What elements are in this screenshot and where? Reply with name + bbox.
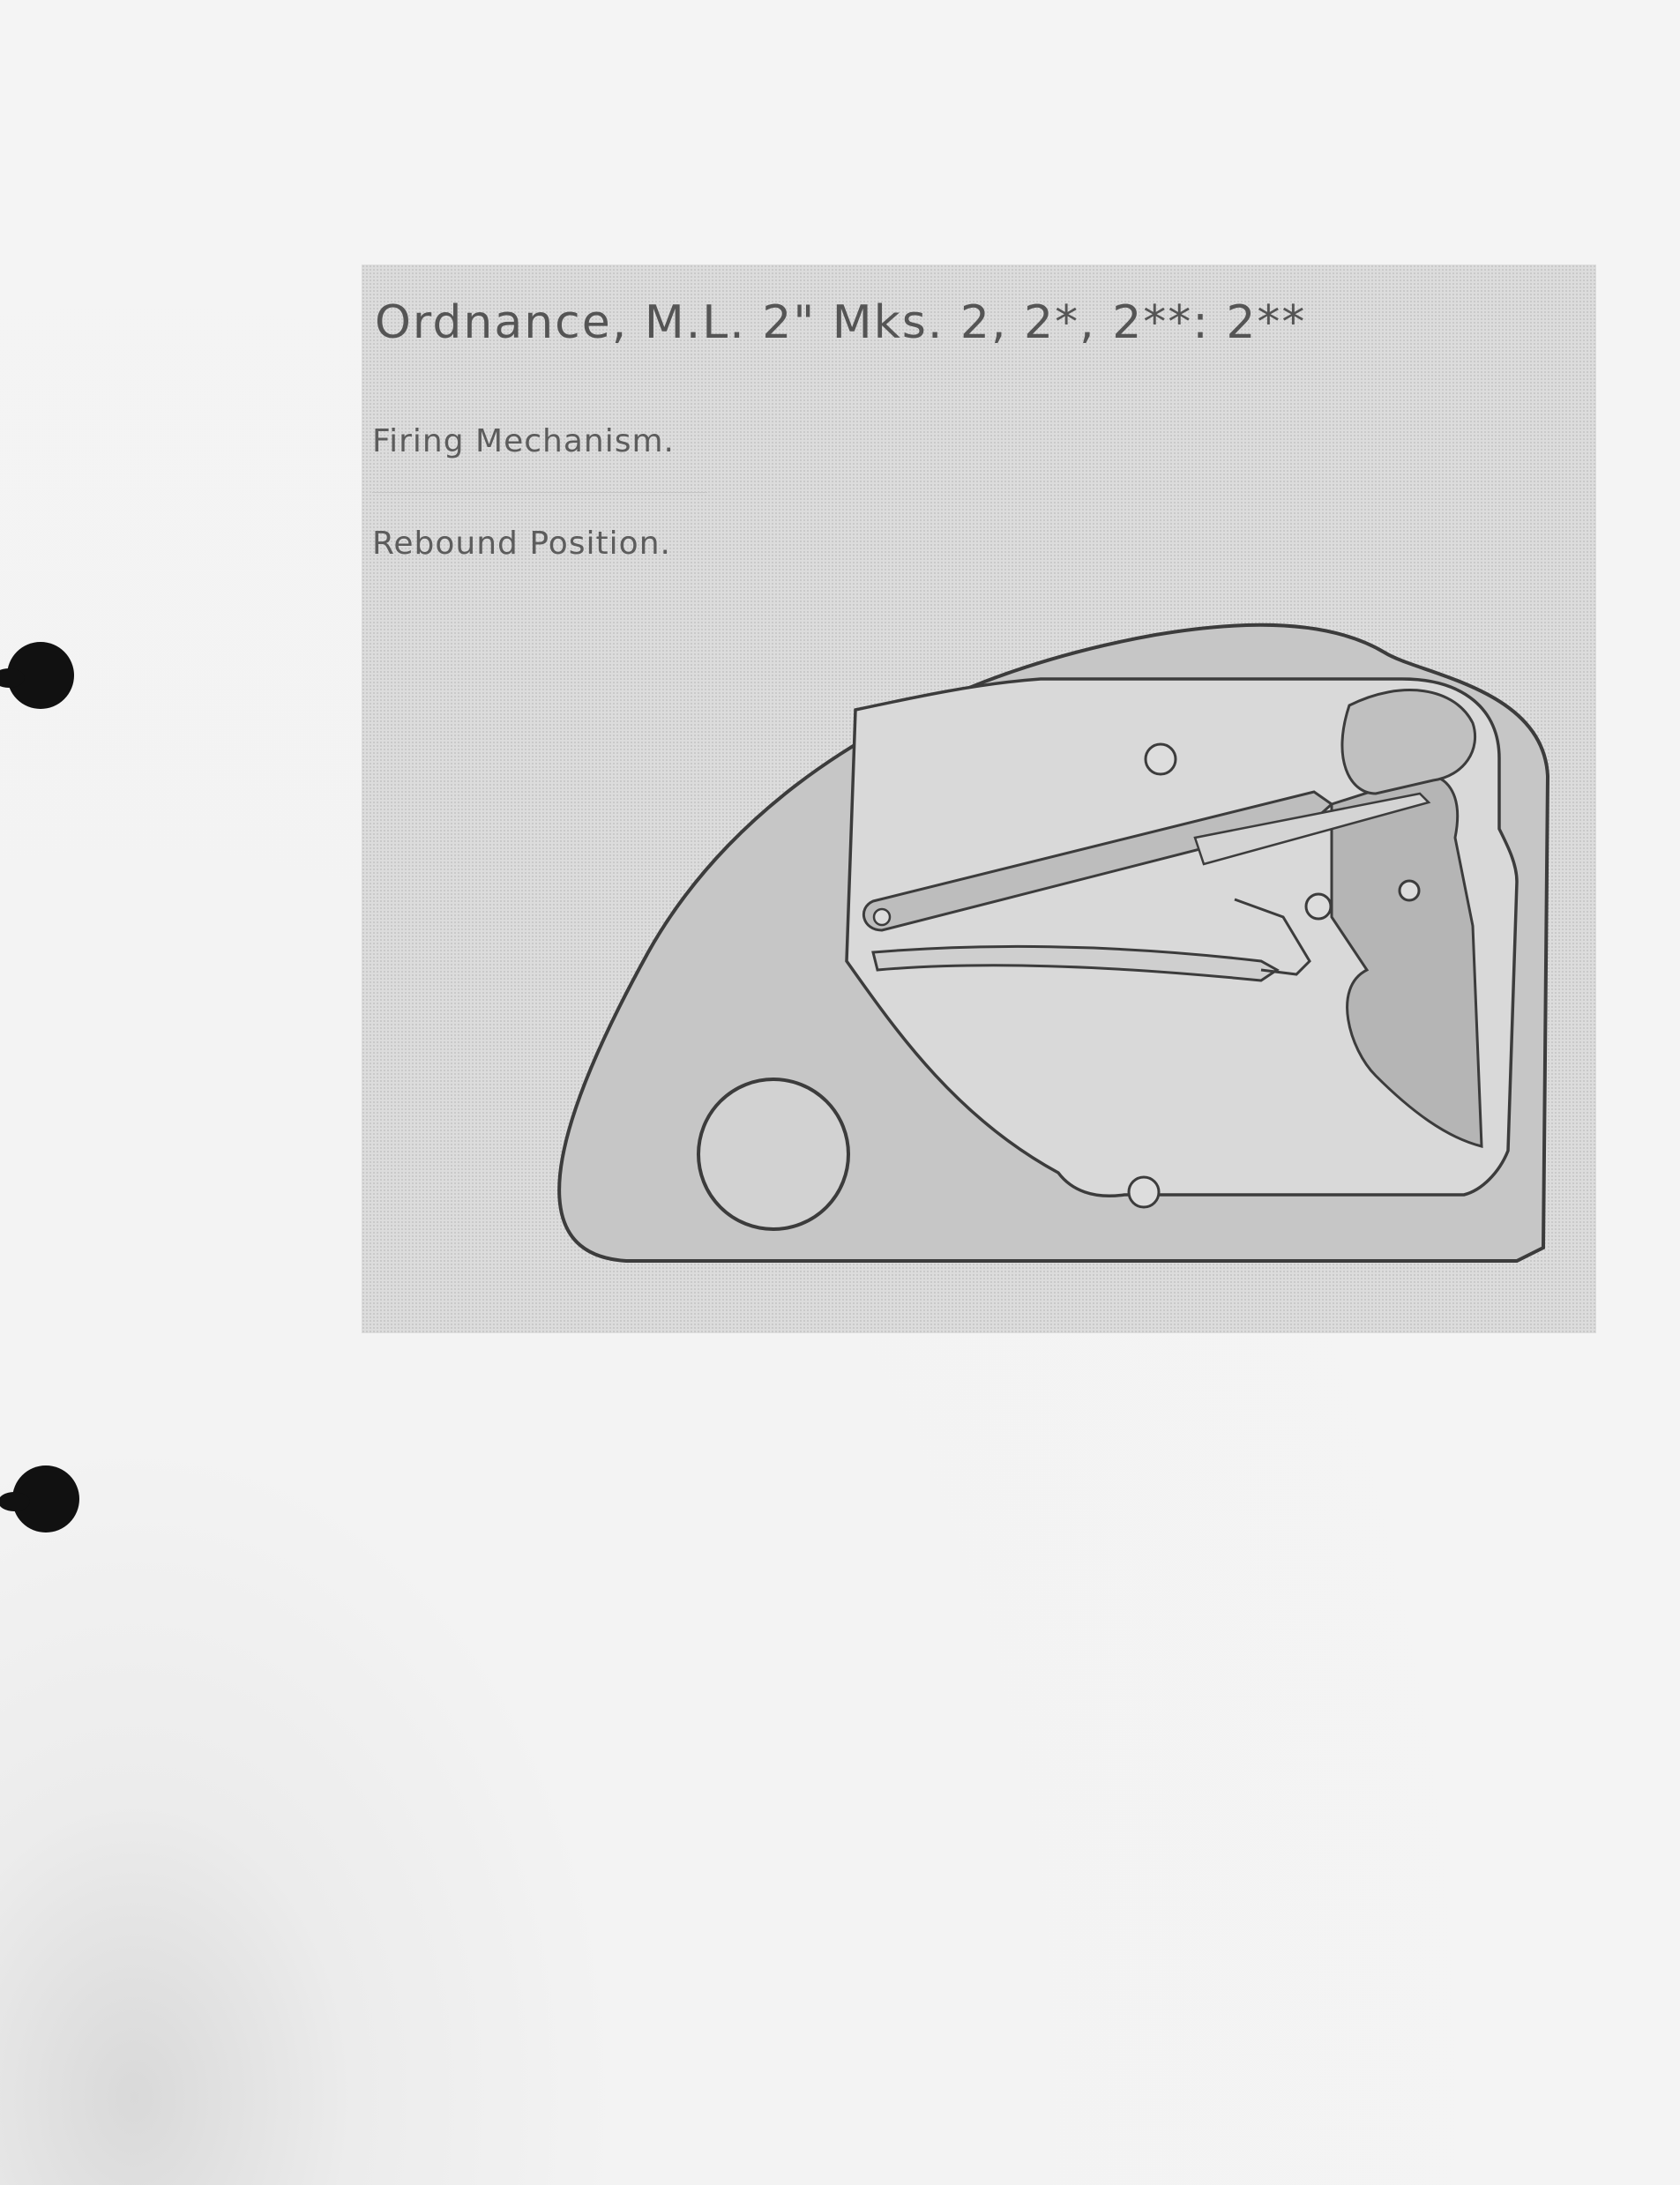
plate-title: Ordnance, M.L. 2" Mks. 2, 2*, 2**: 2** (375, 296, 1307, 349)
screw-hole-bottom (1129, 1177, 1159, 1207)
trigger-pivot (1400, 881, 1419, 900)
illustration-plate (362, 265, 1596, 1333)
firing-mechanism-drawing (362, 265, 1596, 1333)
binder-punch-hole-top (7, 642, 74, 709)
caption-firing-mechanism: Firing Mechanism. (372, 423, 675, 459)
binder-punch-hole-bottom (12, 1465, 79, 1532)
bore-aperture (698, 1079, 848, 1229)
lever-pivot (874, 909, 890, 925)
screw-hole-upper (1146, 744, 1176, 774)
sear-pivot (1306, 894, 1331, 919)
caption-rebound-position: Rebound Position. (372, 526, 671, 562)
